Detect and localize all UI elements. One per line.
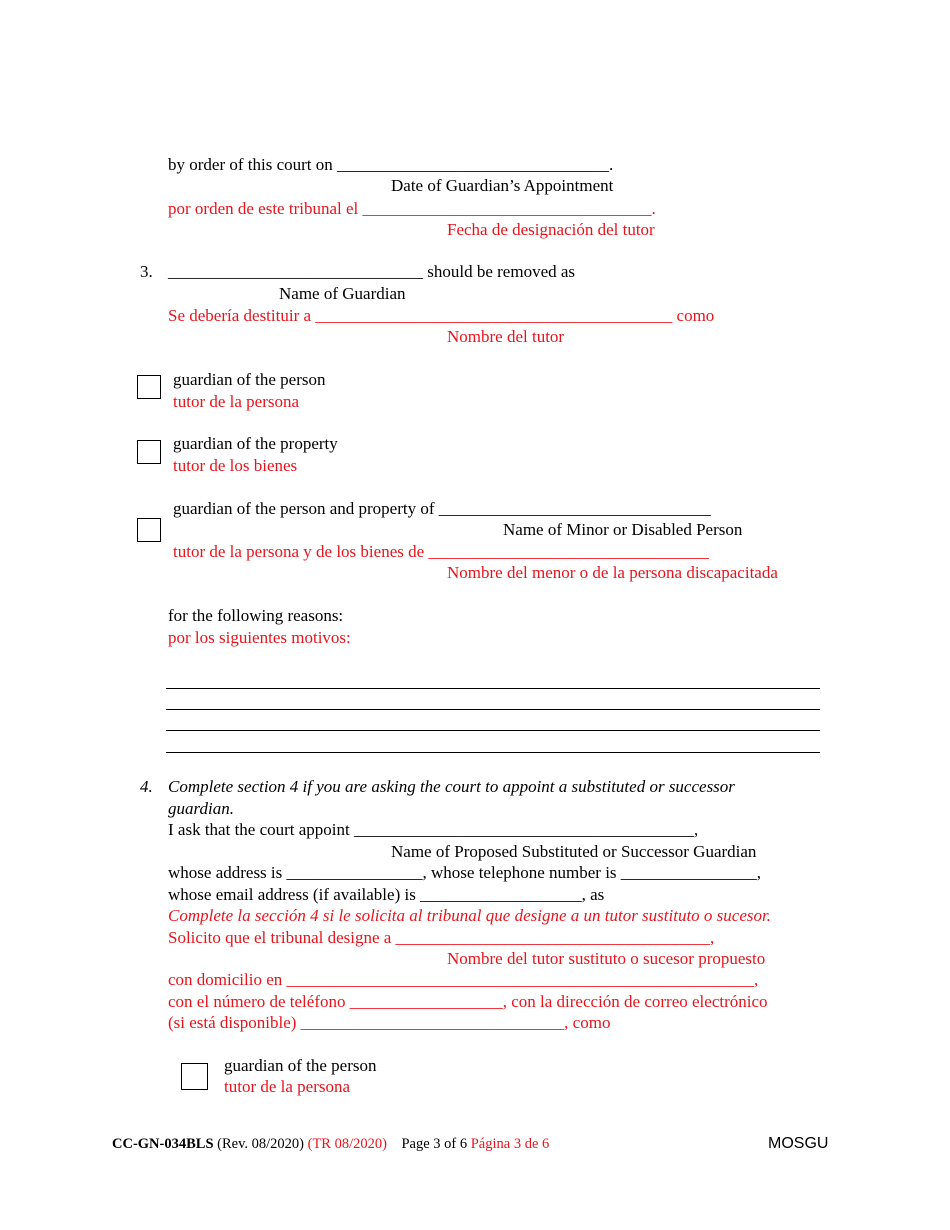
appoint-line-en: I ask that the court appoint ________________________________________,: [168, 820, 699, 839]
section-4-instruction-es: Complete la sección 4 si le solicita al tribunal que designe a un tutor sustituto o sucesor.: [168, 906, 771, 925]
reasons-label-en: for the following reasons:: [168, 606, 344, 625]
section-3-number: 3.: [140, 262, 153, 281]
guardian-of-property-label-en: guardian of the property: [173, 434, 338, 453]
page-number-es: Página 3 de 6: [470, 1136, 550, 1152]
reasons-line-2[interactable]: [166, 709, 820, 710]
form-id: CC-GN-034BLS: [112, 1136, 214, 1152]
guardian-of-person-checkbox[interactable]: [137, 375, 161, 399]
footer: [112, 1134, 549, 1154]
section-4-number: 4.: [140, 777, 153, 796]
address-line-es: con domicilio en _______________________________________________________,: [168, 970, 759, 989]
guardian-of-person-and-property-checkbox[interactable]: [137, 518, 161, 542]
remove-guardian-line-es: Se debería destituir a __________________________________________ como: [168, 306, 715, 325]
successor-guardian-of-person-checkbox[interactable]: [181, 1063, 208, 1090]
reasons-line-1[interactable]: [166, 688, 820, 689]
section-4-instruction-en-2: guardian.: [168, 799, 234, 818]
phone-email-line-es: con el número de teléfono __________________, con la dirección de correo electrónico: [168, 992, 768, 1011]
appoint-line-es: Solicito que el tribunal designe a _____________________________________,: [168, 928, 715, 947]
appointment-line-en: by order of this court on ________________________________.: [168, 155, 614, 174]
revision: (Rev. 08/2020): [213, 1136, 308, 1152]
successor-name-label-es: Nombre del tutor sustituto o sucesor propuesto: [447, 949, 766, 968]
form-code: MOSGU: [768, 1135, 829, 1152]
guardian-of-person-label-en: guardian of the person: [173, 370, 326, 389]
email-available-line-es: (si está disponible) _______________________________, como: [168, 1013, 611, 1032]
successor-name-label-en: Name of Proposed Substituted or Successor Guardian: [391, 842, 757, 861]
section-4-instruction-en-1: Complete section 4 if you are asking the court to appoint a substituted or successor: [168, 777, 735, 796]
reasons-line-3[interactable]: [166, 730, 820, 731]
minor-name-label-es: Nombre del menor o de la persona discapacitada: [447, 563, 778, 582]
guardian-name-label-en: Name of Guardian: [279, 284, 406, 303]
translation-revision: (TR 08/2020): [307, 1136, 387, 1152]
email-line-en: whose email address (if available) is ___________________, as: [168, 885, 605, 904]
minor-name-label-en: Name of Minor or Disabled Person: [503, 520, 743, 539]
page-number: Page 3 of 6: [401, 1136, 471, 1152]
guardian-person-property-line-es: tutor de la persona y de los bienes de _________________________________: [173, 542, 709, 561]
guardian-of-property-checkbox[interactable]: [137, 440, 161, 464]
reasons-line-4[interactable]: [166, 752, 820, 753]
appointment-line-es: por orden de este tribunal el __________________________________.: [168, 199, 656, 218]
appointment-date-label-es: Fecha de designación del tutor: [447, 220, 655, 239]
address-phone-line-en: whose address is ________________, whose telephone number is ________________,: [168, 863, 762, 882]
successor-guardian-of-person-label-en: guardian of the person: [224, 1056, 377, 1075]
successor-guardian-of-person-label-es: tutor de la persona: [224, 1077, 351, 1096]
guardian-of-property-label-es: tutor de los bienes: [173, 456, 298, 475]
reasons-label-es: por los siguientes motivos:: [168, 628, 351, 647]
guardian-person-property-line-en: guardian of the person and property of ________________________________: [173, 499, 711, 518]
remove-guardian-line-en: ______________________________ should be removed as: [168, 262, 576, 281]
guardian-name-label-es: Nombre del tutor: [447, 327, 565, 346]
guardian-of-person-label-es: tutor de la persona: [173, 392, 300, 411]
appointment-date-label-en: Date of Guardian’s Appointment: [391, 176, 614, 195]
